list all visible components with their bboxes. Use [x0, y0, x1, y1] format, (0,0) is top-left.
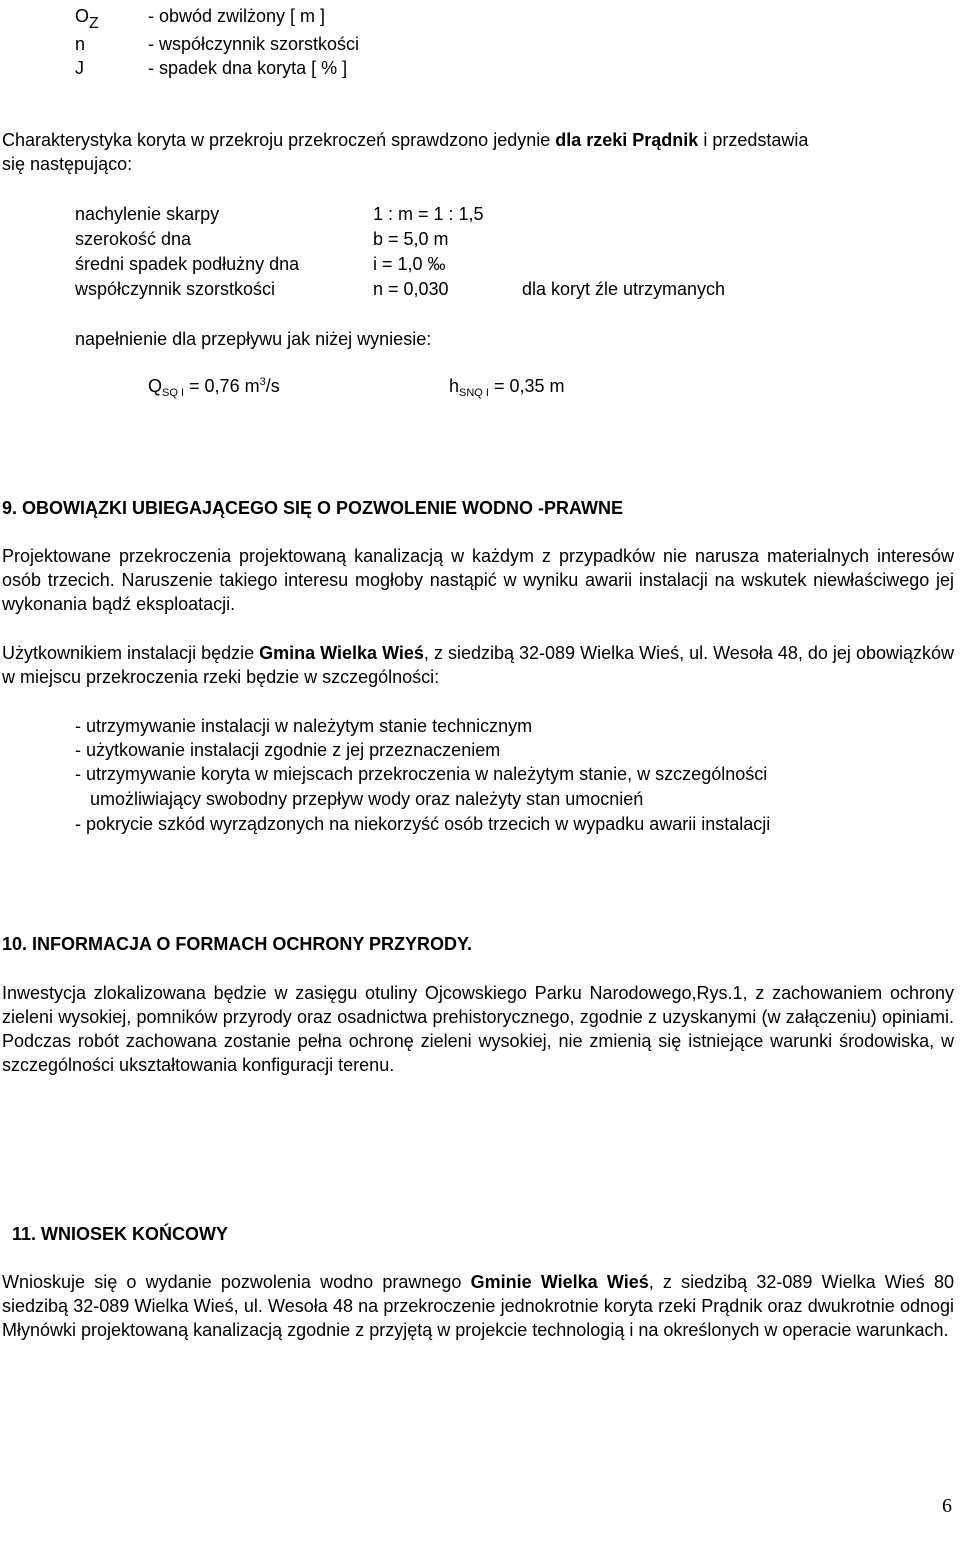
legend-symbol-j: J: [75, 58, 84, 78]
param-value: b = 5,0 m: [373, 229, 449, 249]
intro-river-name: dla rzeki Prądnik: [555, 130, 699, 150]
param-value: 1 : m = 1 : 1,5: [373, 204, 484, 224]
param-label: średni spadek podłużny dna: [75, 254, 300, 274]
duty-item: - utrzymywanie instalacji w należytym stanie technicznym: [75, 716, 533, 736]
para-text: Użytkownikiem instalacji będzie: [2, 643, 260, 663]
municipality-name: Gmina Wielka Wieś: [259, 643, 424, 663]
flow-q-unit: /s: [265, 376, 280, 396]
param-note: dla koryt źle utrzymanych: [522, 279, 726, 299]
para-text-end: , z siedzibą 32-089 Wielka Wieś 80 siedzibą 32-089 Wielka Wieś, ul. Wesoła 48 na przekroczenie jednokrotnie koryta rzeki Prądnik oraz dwukrotnie odnogi Młynówki projektowaną kanalizacją zgodnie z przyjętą w projekcie technologią i na określonych w operacie warunkach.: [2, 1272, 955, 1340]
section-11-para: [2, 1270, 954, 1342]
flow-q-symbol: Q: [148, 376, 163, 396]
param-value: i = 1,0 ‰: [373, 254, 446, 274]
legend-desc-j: - spadek dna koryta [ % ]: [148, 58, 348, 78]
param-label: nachylenie skarpy: [75, 204, 220, 224]
section-11-heading: 11. WNIOSEK KOŃCOWY: [12, 1224, 229, 1244]
flow-h-symbol: h: [449, 376, 460, 396]
duty-item: - pokrycie szkód wyrządzonych na niekorzyść osób trzecich w wypadku awarii instalacji: [75, 814, 771, 834]
flow-q: [148, 374, 280, 398]
param-label: współczynnik szorstkości: [75, 279, 276, 299]
legend-subscript: Z: [89, 15, 99, 32]
legend-desc-oz: - obwód zwilżony [ m ]: [148, 6, 326, 26]
param-value: n = 0,030: [373, 279, 449, 299]
section-9-para-1: Projektowane przekroczenia projektowaną kanalizacją w każdym z przypadków nie narusza materialnych interesów osób trzecich. Naruszenie takiego interesu mogłoby nastąpić w wyniku awarii instalacji na wskutek niewłaściwego jej wykonania bądź eksploatacji.: [2, 546, 954, 614]
duty-item: - użytkowanie instalacji zgodnie z jej przeznaczeniem: [75, 740, 501, 760]
para-text: Wnioskuje się o wydanie pozwolenia wodno prawnego: [2, 1272, 471, 1292]
intro-text: Charakterystyka koryta w przekroju przekroczeń sprawdzono jedynie: [2, 130, 556, 150]
section-10-para: Inwestycja zlokalizowana będzie w zasięgu otuliny Ojcowskiego Parku Narodowego,Rys.1, z zachowaniem ochrony zieleni wysokiej, pomników przyrody oraz osadnictwa prehistorycznego, zgodnie z uzyskanymi (w załączeniu) opiniami. Podczas robót zachowana zostanie pełna ochronę zieleni wysokiej, nie zmienią się istniejące warunki środowiska, w szczególności ukształtowania konfiguracji terenu.: [2, 983, 954, 1075]
legend-desc-n: - współczynnik szorstkości: [148, 34, 360, 54]
duty-item: umożliwiający swobodny przepływ wody oraz należyty stan umocnień: [75, 789, 644, 809]
section-10-heading: 10. INFORMACJA O FORMACH OCHRONY PRZYRODY.: [2, 934, 473, 954]
duty-item: - utrzymywanie koryta w miejscach przekroczenia w należytym stanie, w szczególności: [75, 764, 768, 784]
legend-symbol: O: [75, 6, 90, 26]
page-number: 6: [942, 1495, 952, 1517]
section-9-heading: 9. OBOWIĄZKI UBIEGAJĄCEGO SIĘ O POZWOLENIE WODNO -PRAWNE: [2, 498, 624, 518]
legend-symbol-oz: [75, 4, 99, 32]
intro-text-end: i przedstawia: [698, 130, 809, 150]
section-9-para-2: [2, 641, 954, 689]
intro-line-2: się następująco:: [2, 154, 133, 174]
flow-q-subscript: SQ I: [162, 387, 185, 399]
flow-q-value: = 0,76 m: [184, 376, 260, 396]
para-text-end: , z siedzibą 32-089 Wielka Wieś, ul. Wesoła 48, do jej obowiązków w miejscu przekroczenia rzeki będzie w szczególności:: [2, 643, 955, 687]
intro-line-1: [2, 128, 808, 152]
legend-symbol-n: n: [75, 34, 86, 54]
flow-h-value: = 0,35 m: [488, 376, 565, 396]
applicant-name: Gminie Wielka Wieś: [470, 1272, 649, 1292]
flow-q-exponent: 3: [259, 376, 266, 388]
flow-h-subscript: SNQ I: [459, 387, 489, 399]
param-label: szerokość dna: [75, 229, 192, 249]
flow-h: [449, 374, 565, 398]
fill-text: napełnienie dla przepływu jak niżej wyniesie:: [75, 329, 432, 349]
